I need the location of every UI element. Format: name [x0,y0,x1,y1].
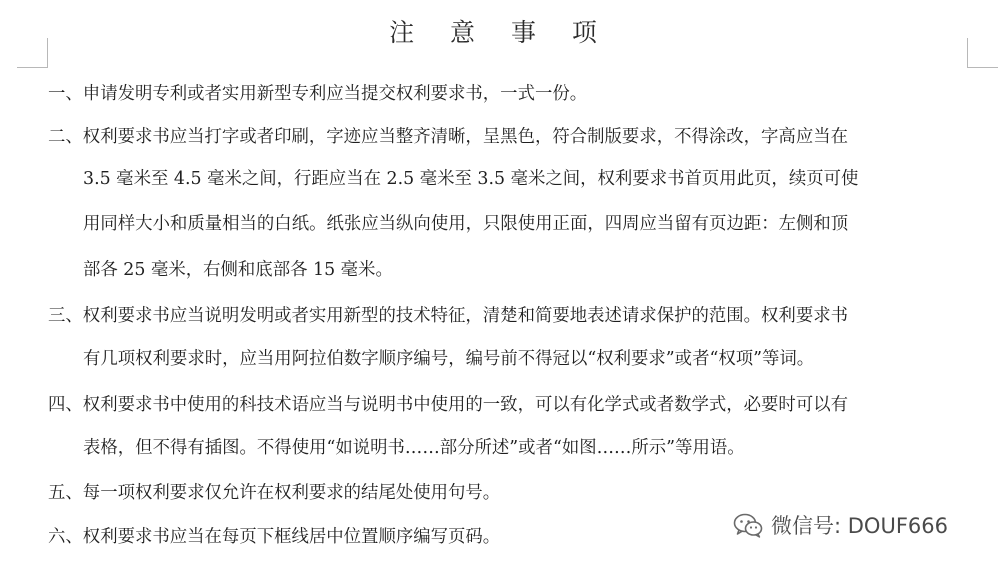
item-6-text: 权利要求书应当在每页下框线居中位置顺序编写页码。 [82,527,501,547]
item-2-line-2: 3.5 毫米至 4.5 毫米之间，行距应当在 2.5 毫米至 3.5 毫米之间，权利要求书首页用此页，续页可使 [83,169,859,189]
crop-mark-right-horizontal [967,67,998,68]
item-3-line-1 [48,304,848,328]
item-5-line-1 [48,481,500,505]
item-4-text-1: 权利要求书中使用的科技术语应当与说明书中使用的一致，可以有化学式或者数学式，必要时可以有 [82,395,848,415]
document-title: 注 意 事 项 [389,18,611,47]
item-3-text-1: 权利要求书应当说明发明或者实用新型的技术特征，清楚和简要地表述请求保护的范围。权利要求书 [82,306,848,326]
item-5-number: 五、 [48,483,83,503]
item-5-text: 每一项权利要求仅允许在权利要求的结尾处使用句号。 [82,483,501,503]
item-2-line-3: 用同样大小和质量相当的白纸。纸张应当纵向使用，只限使用正面，四周应当留有页边距：左侧和顶 [83,214,849,234]
item-1-line-1 [48,82,587,106]
item-2-text-1: 权利要求书应当打字或者印刷，字迹应当整齐清晰，呈黑色，符合制版要求，不得涂改，字高应当在 [82,127,848,147]
watermark [733,510,948,540]
item-4-line-1 [48,393,848,417]
item-6-line-1 [48,525,500,549]
item-3-line-2: 有几项权利要求时，应当用阿拉伯数字顺序编号，编号前不得冠以“权利要求”或者“权项”等词。 [83,349,815,369]
item-1-text: 申请发明专利或者实用新型专利应当提交权利要求书，一式一份。 [82,84,588,104]
wechat-icon [733,512,763,538]
watermark-text: 微信号: DOUF666 [771,514,948,538]
item-2-number: 二、 [48,127,83,147]
item-1-number: 一、 [48,84,83,104]
item-2-line-1 [48,125,848,149]
item-3-number: 三、 [48,306,83,326]
item-4-number: 四、 [48,395,83,415]
item-2-line-4: 部各 25 毫米，右侧和底部各 15 毫米。 [83,260,393,280]
item-6-number: 六、 [48,527,83,547]
crop-mark-left-horizontal [17,67,48,68]
item-4-line-2: 表格，但不得有插图。不得使用“如说明书……部分所述”或者“如图……所示”等用语。 [83,438,745,458]
